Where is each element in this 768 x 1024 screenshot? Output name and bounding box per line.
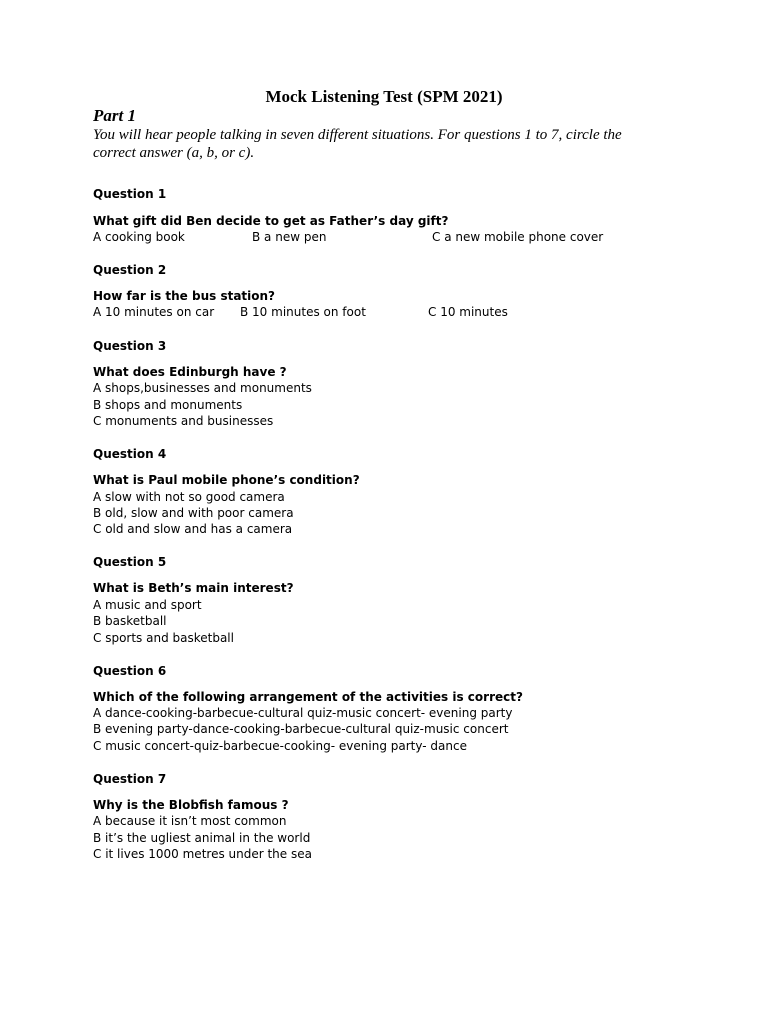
part-heading: Part 1 [93,106,136,125]
question-heading: Question 5 [93,555,167,569]
option-b: B shops and monuments [93,398,243,412]
question-text: Which of the following arrangement of the activities is correct? [93,690,523,704]
option-c: C old and slow and has a camera [93,522,293,536]
option-c: C a new mobile phone cover [432,230,604,244]
option-c: C music concert-quiz-barbecue-cooking- evening party- dance [93,739,467,753]
option-a: A 10 minutes on car [93,305,215,319]
question-heading: Question 4 [93,447,167,461]
instructions-text: You will hear people talking in seven different situations. For questions 1 to 7, circle the correct answer (a, b, or c). [93,127,622,161]
question-text: Why is the Blobfish famous ? [93,798,289,812]
option-a: A because it isn’t most common [93,814,287,828]
option-c: C it lives 1000 metres under the sea [93,847,312,861]
option-a: A cooking book [93,230,185,244]
option-c: C 10 minutes [428,305,508,319]
question-text: What gift did Ben decide to get as Father’s day gift? [93,214,449,228]
option-c: C sports and basketball [93,631,234,645]
question-text: What is Beth’s main interest? [93,581,294,595]
question-heading: Question 6 [93,664,167,678]
question-text: What does Edinburgh have ? [93,365,287,379]
question-text: What is Paul mobile phone’s condition? [93,473,360,487]
option-b: B it’s the ugliest animal in the world [93,831,311,845]
option-b: B old, slow and with poor camera [93,506,294,520]
question-heading: Question 3 [93,339,167,353]
option-a: A shops,businesses and monuments [93,381,312,395]
option-a: A slow with not so good camera [93,490,285,504]
option-b: B evening party-dance-cooking-barbecue-cultural quiz-music concert [93,722,509,736]
question-heading: Question 1 [93,187,167,201]
option-b: B a new pen [252,230,327,244]
option-c: C monuments and businesses [93,414,274,428]
option-b: B basketball [93,614,167,628]
question-heading: Question 7 [93,772,167,786]
option-b: B 10 minutes on foot [240,305,366,319]
question-text: How far is the bus station? [93,289,276,303]
option-a: A music and sport [93,598,202,612]
option-a: A dance-cooking-barbecue-cultural quiz-music concert- evening party [93,706,513,720]
question-heading: Question 2 [93,263,167,277]
document-title: Mock Listening Test (SPM 2021) [265,87,503,106]
